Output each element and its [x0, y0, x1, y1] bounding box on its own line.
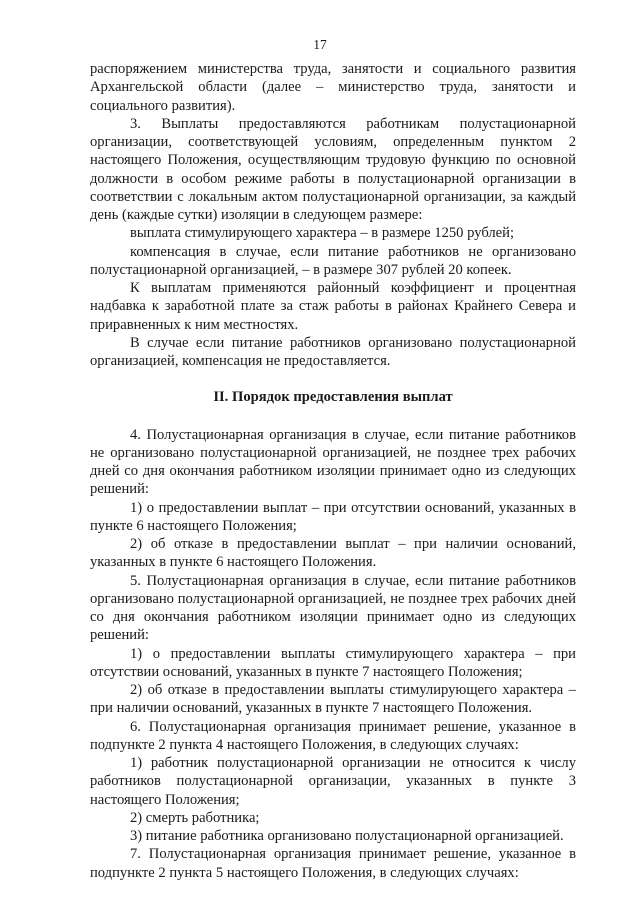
paragraph: распоряжением министерства труда, занятости и социального развития Архангельской области (далее – министерство труда, занятости и социального развития). — [90, 61, 576, 114]
paragraph: К выплатам применяются районный коэффициент и процентная надбавка к заработной плате за стаж работы в районах Крайнего Севера и приравненных к ним местностях. — [90, 280, 576, 333]
paragraph: 6. Полустационарная организация принимает решение, указанное в подпункте 2 пункта 4 настоящего Положения, в следующих случаях: — [90, 718, 576, 753]
paragraph: компенсация в случае, если питание работников не организовано полустационарной организацией, – в размере 307 рублей 20 копеек. — [90, 243, 576, 278]
paragraph: 1) о предоставлении выплаты стимулирующего характера – при отсутствии оснований, указанных в пункте 7 настоящего Положения; — [90, 645, 576, 680]
page-number: 17 — [313, 37, 327, 52]
paragraphs-before-section — [90, 60, 576, 370]
paragraph: 3. Выплаты предоставляются работникам полустационарной организации, соответствующей условиям, определенным пунктом 2 настоящего Положения, осуществляющим трудовую функцию по основной должности в особом режиме работы в полустационарной организации в соответствии с локальным актом полустационарной организации, за каждый день (каждые сутки) изоляции в следующем размере: — [90, 115, 576, 223]
paragraph: 3) питание работника организовано полустационарной организацией. — [130, 828, 564, 844]
paragraph: 2) об отказе в предоставлении выплат – при наличии оснований, указанных в пункте 6 настоящего Положения. — [90, 536, 576, 571]
paragraph: 2) смерть работника; — [130, 809, 260, 826]
paragraphs-after-section — [90, 426, 576, 882]
paragraph: 4. Полустационарная организация в случае, если питание работников не организовано полустационарной организацией, не позднее трех рабочих дней со дня окончания работником изоляции принимает одно из следующих решений: — [90, 426, 576, 498]
paragraph: 2) об отказе в предоставлении выплаты стимулирующего характера – при наличии оснований, указанных в пункте 7 настоящего Положения. — [90, 682, 576, 717]
paragraph: 7. Полустационарная организация принимает решение, указанное в подпункте 2 пункта 5 настоящего Положения, в следующих случаях: — [90, 846, 576, 881]
paragraph: 1) о предоставлении выплат – при отсутствии оснований, указанных в пункте 6 настоящего Положения; — [90, 499, 576, 534]
section-heading: II. Порядок предоставления выплат — [213, 389, 453, 406]
paragraph: 1) работник полустационарной организации не относится к числу работников полустационарной организации, указанных в пункте 3 настоящего Положения; — [90, 755, 576, 808]
paragraph: 5. Полустационарная организация в случае, если питание работников организовано полустационарной организацией, не позднее трех рабочих дней со дня окончания работником изоляции принимает одно из следующих решений: — [90, 572, 576, 644]
document-body — [90, 60, 576, 882]
paragraph: В случае если питание работников организовано полустационарной организацией, компенсация не предоставляется. — [90, 334, 576, 369]
paragraph: выплата стимулирующего характера – в размере 1250 рублей; — [130, 225, 515, 242]
